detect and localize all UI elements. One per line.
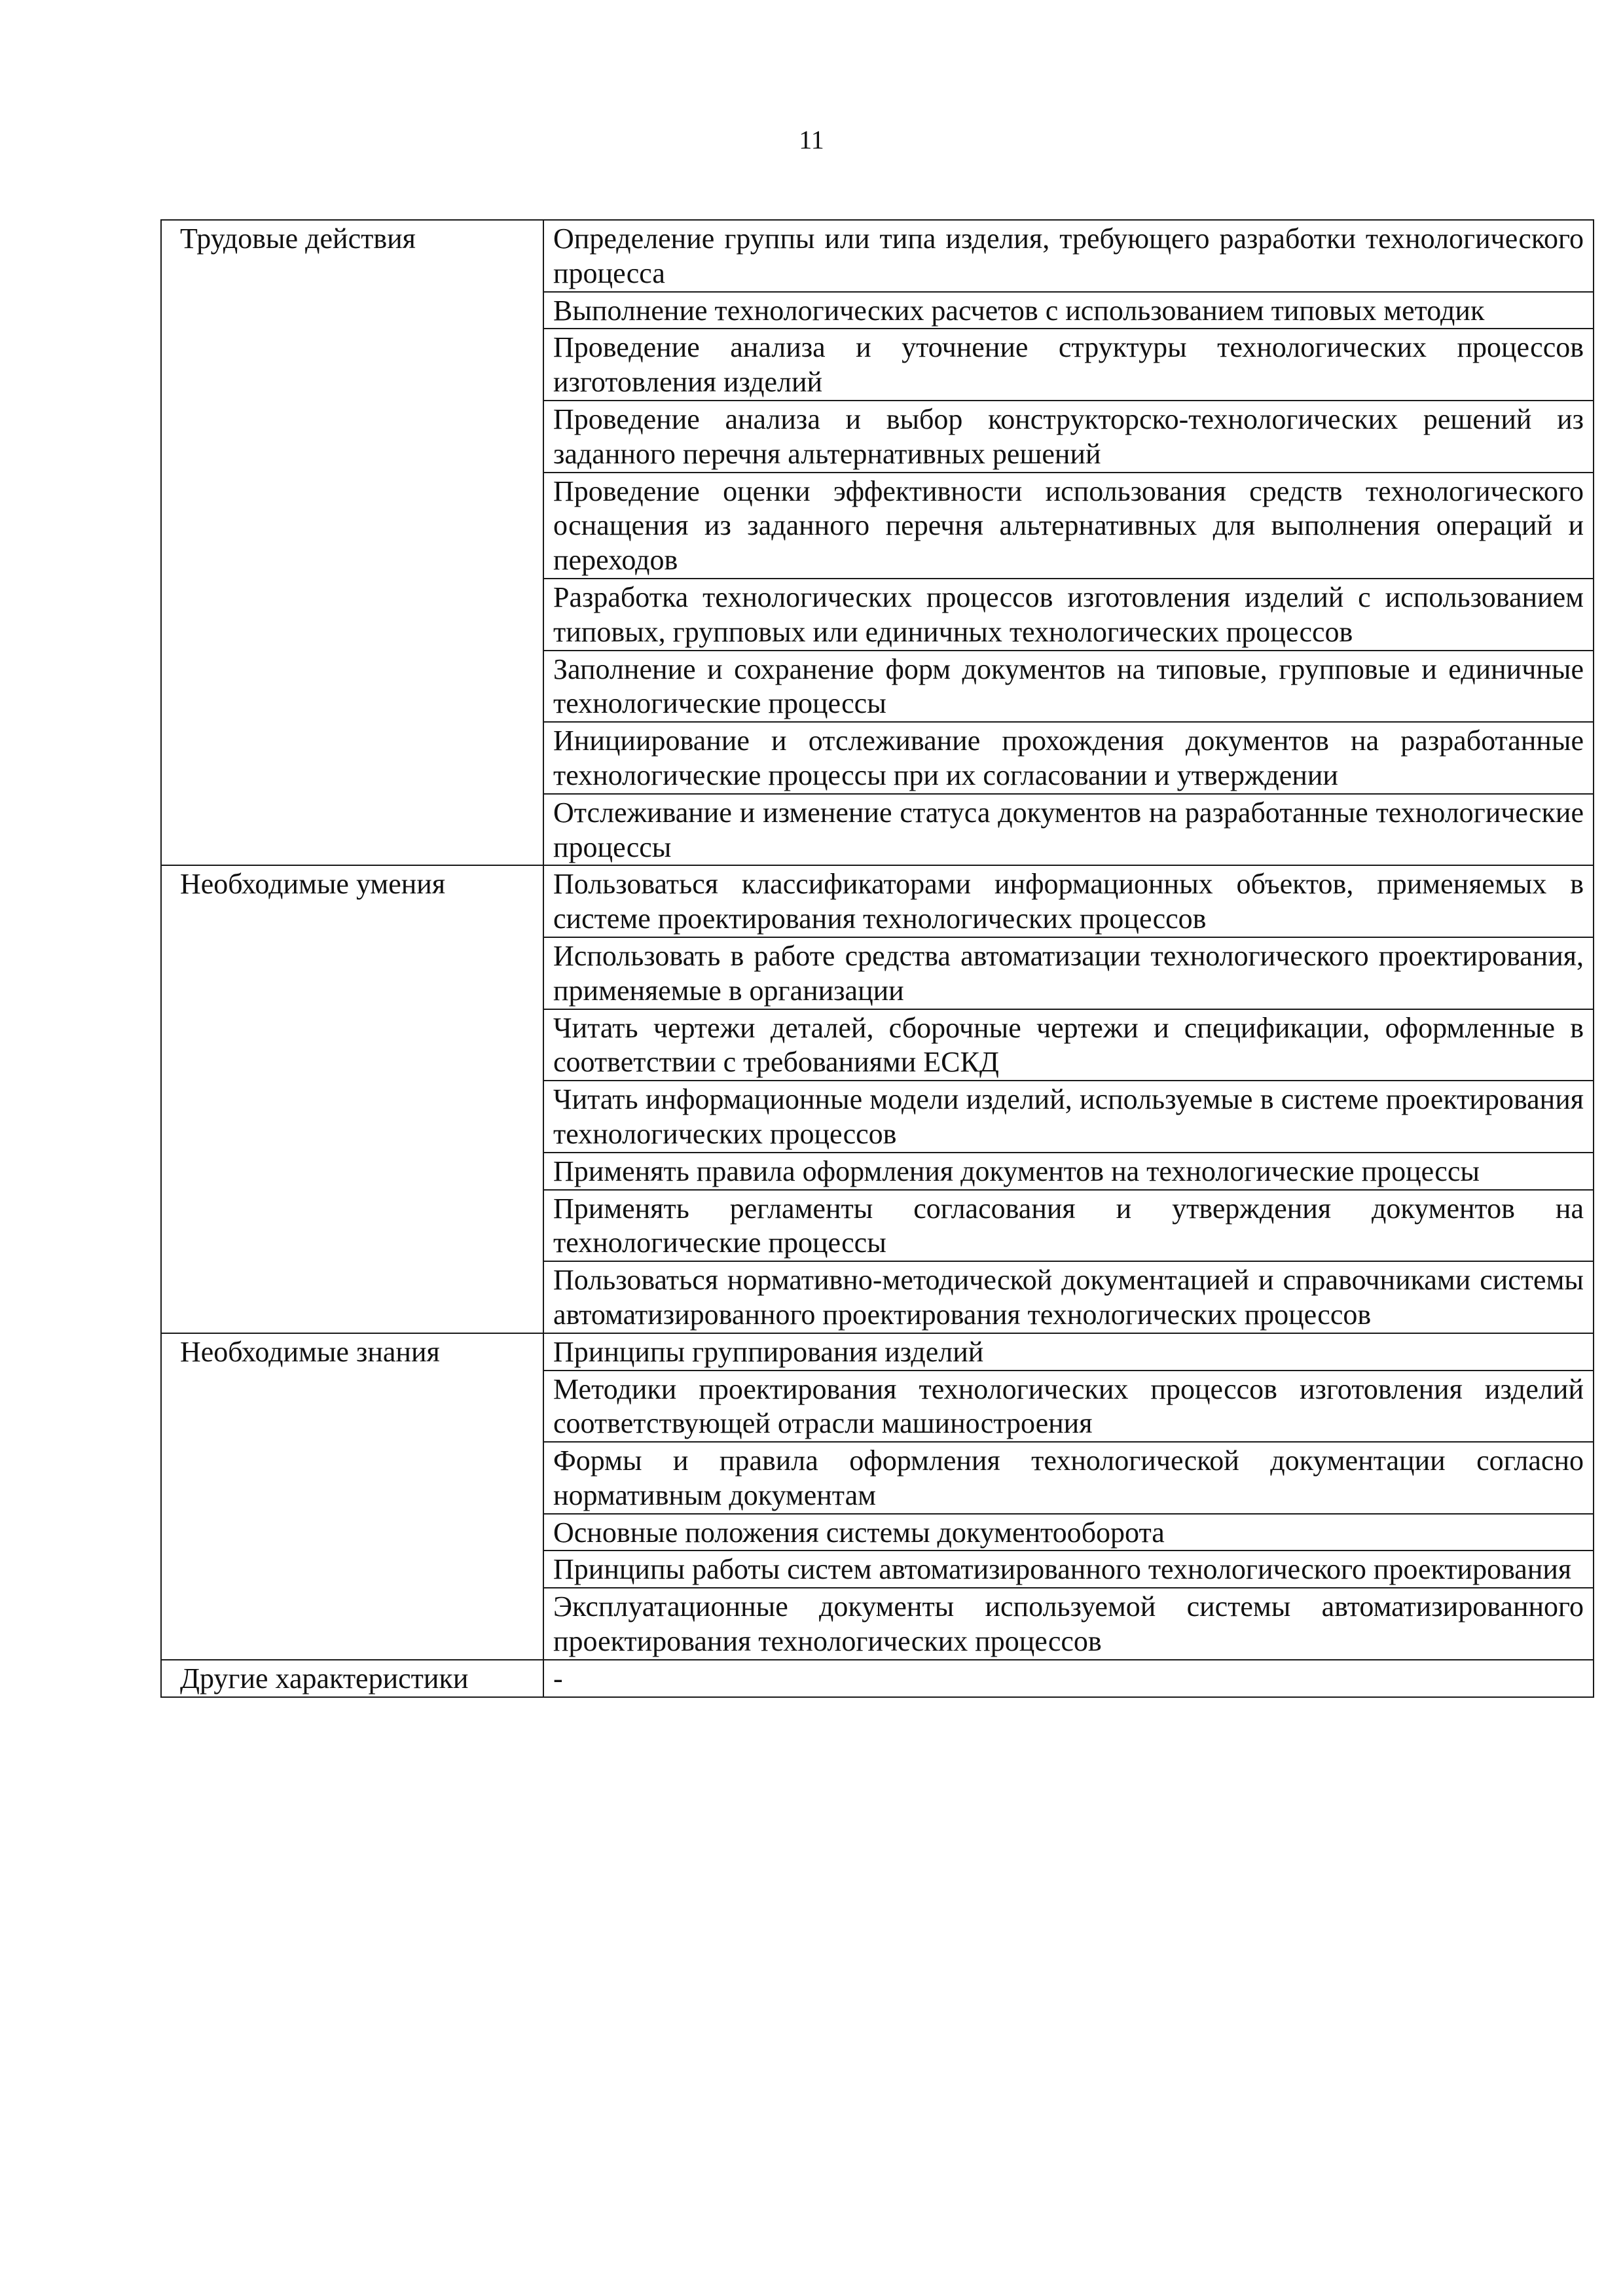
table-cell: Инициирование и отслеживание прохождения документов на разработанные технологические процессы при их согласовании и утверждении — [543, 722, 1594, 794]
table-cell: Принципы группирования изделий — [543, 1333, 1594, 1371]
table-row — [161, 865, 1594, 937]
table-cell: - — [543, 1660, 1594, 1697]
table-cell: Пользоваться классификаторами информационных объектов, применяемых в системе проектирования технологических процессов — [543, 865, 1594, 937]
characteristics-table — [160, 219, 1594, 1698]
table-cell: Использовать в работе средства автоматизации технологического проектирования, применяемые в организации — [543, 937, 1594, 1009]
table-cell: Отслеживание и изменение статуса документов на разработанные технологические процессы — [543, 794, 1594, 866]
section-label-required-knowledge: Необходимые знания — [161, 1333, 543, 1660]
table-cell: Выполнение технологических расчетов с использованием типовых методик — [543, 292, 1594, 329]
table-cell: Применять правила оформления документов на технологические процессы — [543, 1153, 1594, 1190]
section-label-other-characteristics: Другие характеристики — [161, 1660, 543, 1697]
table-row — [161, 1660, 1594, 1697]
table-cell: Определение группы или типа изделия, требующего разработки технологического процесса — [543, 220, 1594, 292]
table-cell: Заполнение и сохранение форм документов на типовые, групповые и единичные технологические процессы — [543, 651, 1594, 723]
section-label-required-skills: Необходимые умения — [161, 865, 543, 1333]
table-cell: Пользоваться нормативно-методической документацией и справочниками системы автоматизированного проектирования технологических процессов — [543, 1261, 1594, 1333]
table-cell: Формы и правила оформления технологической документации согласно нормативным документам — [543, 1442, 1594, 1514]
table-cell: Разработка технологических процессов изготовления изделий с использованием типовых, групповых или единичных технологических процессов — [543, 579, 1594, 651]
page-number: 11 — [799, 125, 824, 154]
table-cell: Проведение оценки эффективности использования средств технологического оснащения из заданного перечня альтернативных для выполнения операций и переходов — [543, 473, 1594, 579]
section-label-labor-actions: Трудовые действия — [161, 220, 543, 865]
table-cell: Проведение анализа и выбор конструкторско-технологических решений из заданного перечня альтернативных решений — [543, 401, 1594, 473]
table-cell: Читать чертежи деталей, сборочные чертежи и спецификации, оформленные в соответствии с требованиями ЕСКД — [543, 1009, 1594, 1081]
table-cell: Читать информационные модели изделий, используемые в системе проектирования технологических процессов — [543, 1081, 1594, 1153]
table-row — [161, 220, 1594, 292]
table-row — [161, 1333, 1594, 1371]
table-cell: Применять регламенты согласования и утверждения документов на технологические процессы — [543, 1190, 1594, 1262]
table-cell: Основные положения системы документооборота — [543, 1514, 1594, 1551]
table-cell: Проведение анализа и уточнение структуры технологических процессов изготовления изделий — [543, 329, 1594, 401]
table-cell: Эксплуатационные документы используемой системы автоматизированного проектирования технологических процессов — [543, 1588, 1594, 1660]
table-cell: Методики проектирования технологических процессов изготовления изделий соответствующей отрасли машиностроения — [543, 1371, 1594, 1443]
table-cell: Принципы работы систем автоматизированного технологического проектирования — [543, 1551, 1594, 1588]
